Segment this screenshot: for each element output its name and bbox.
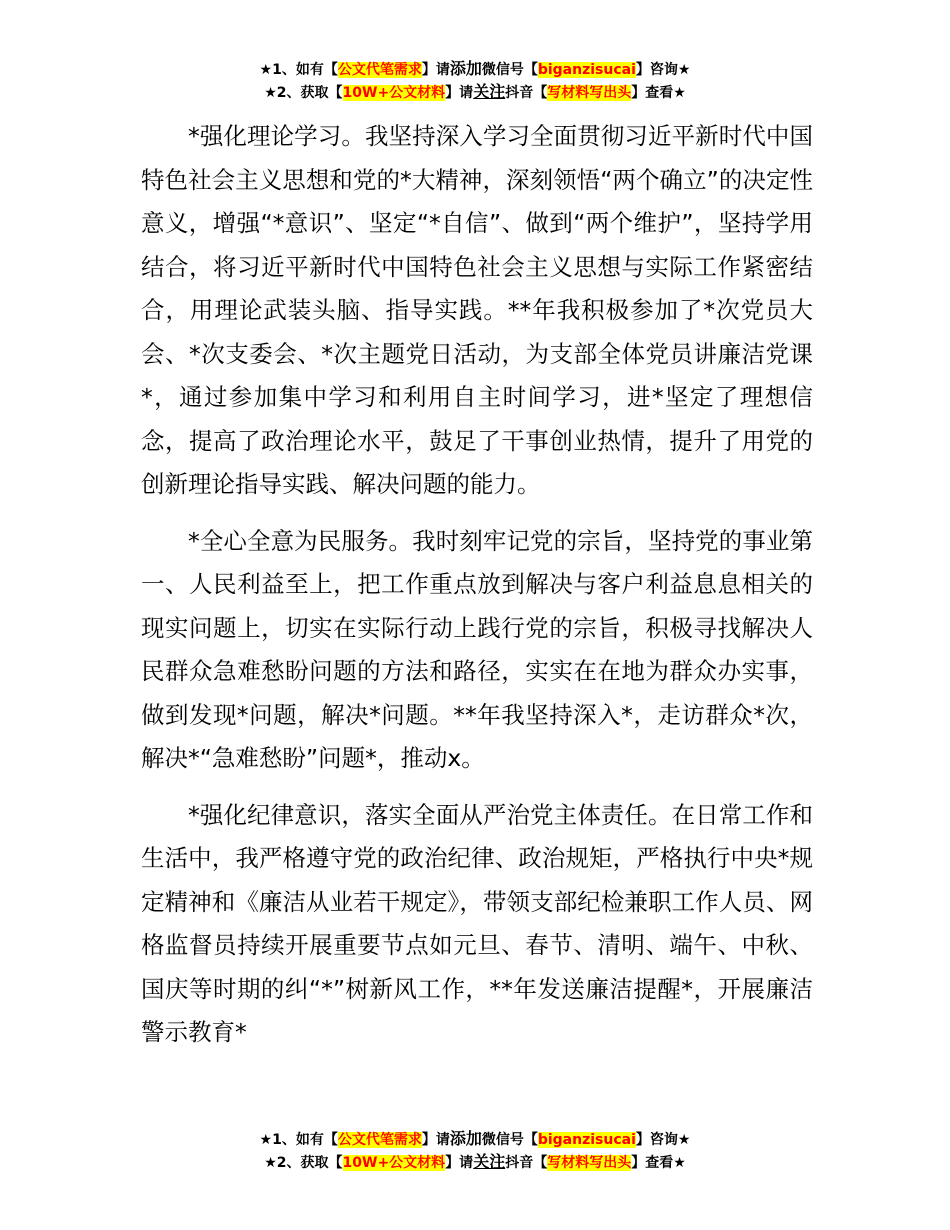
- highlight-text: 公文代笔需求: [337, 62, 422, 78]
- highlight-text: 写材料写出头: [547, 1155, 632, 1171]
- banner-text: 微信号【: [481, 1132, 538, 1148]
- highlight-text: biganzisucai: [537, 1132, 636, 1148]
- banner-text: ★1、如有【: [259, 62, 338, 78]
- banner-text: 】请: [445, 1155, 474, 1171]
- highlight-text: 写材料写出头: [547, 85, 632, 101]
- banner-line-2: [0, 81, 950, 104]
- banner-text: 】查看★: [631, 1155, 686, 1171]
- highlight-text: 公文代笔需求: [337, 1132, 422, 1148]
- banner-text: 抖音【: [505, 1155, 548, 1171]
- banner-text: 微信号【: [481, 62, 538, 78]
- banner-line-1: [0, 58, 950, 81]
- banner-text: 】请: [421, 62, 450, 78]
- paragraph-theory-study: *强化理论学习。我坚持深入学习全面贯彻习近平新时代中国特色社会主义思想和党的*大精神，深刻领悟“两个确立”的决定性意义，增强“*意识”、坚定“*自信”、做到“两个维护”，坚持学用结合，将习近平新时代中国特色社会主义思想与实际工作紧密结合，用理论武装头脑、指导实践。**年我积极参加了*次党员大会、*次支委会、*次主题党日活动，为支部全体党员讲廉洁党课*，通过参加集中学习和利用自主时间学习，进*坚定了理想信念，提高了政治理论水平，鼓足了干事创业热情，提升了用党的创新理论指导实践、解决问题的能力。: [141, 122, 813, 498]
- footer-banner: [0, 1128, 950, 1174]
- banner-text: 】查看★: [631, 85, 686, 101]
- banner-line-2: [0, 1151, 950, 1174]
- banner-text: ★2、获取【: [264, 1155, 343, 1171]
- banner-text: 】咨询★: [635, 1132, 691, 1148]
- emphasis-text: 添加: [449, 1129, 482, 1148]
- banner-line-1: [0, 1128, 950, 1151]
- banner-text: 】请: [421, 1132, 450, 1148]
- emphasis-text: 关注: [473, 82, 506, 101]
- emphasis-text: 添加: [449, 59, 482, 78]
- highlight-text: 10W+公文材料: [342, 85, 446, 101]
- banner-text: 】咨询★: [635, 62, 691, 78]
- banner-text: 抖音【: [505, 85, 548, 101]
- highlight-text: biganzisucai: [537, 62, 636, 78]
- emphasis-text: 关注: [473, 1152, 506, 1171]
- header-banner: [0, 58, 950, 104]
- paragraph-discipline: *强化纪律意识，落实全面从严治党主体责任。在日常工作和生活中，我严格遵守党的政治纪律、政治规矩，严格执行中央*规定精神和《廉洁从业若干规定》，带领支部纪检兼职工作人员、网格监督员持续开展重要节点如元旦、春节、清明、端午、中秋、国庆等时期的纠“*”树新风工作，**年发送廉洁提醒*，开展廉洁警示教育*: [141, 800, 813, 1046]
- banner-text: 】请: [445, 85, 474, 101]
- paragraph-serve-people: *全心全意为民服务。我时刻牢记党的宗旨，坚持党的事业第一、人民利益至上，把工作重点放到解决与客户利益息息相关的现实问题上，切实在实际行动上践行党的宗旨，积极寻找解决人民群众急难愁盼问题的方法和路径，实实在在地为群众办实事，做到发现*问题，解决*问题。**年我坚持深入*，走访群众*次，解决*“急难愁盼”问题*，推动x。: [141, 526, 813, 772]
- banner-text: ★1、如有【: [259, 1132, 338, 1148]
- highlight-text: 10W+公文材料: [342, 1155, 446, 1171]
- banner-text: ★2、获取【: [264, 85, 343, 101]
- document-body: [141, 115, 813, 1055]
